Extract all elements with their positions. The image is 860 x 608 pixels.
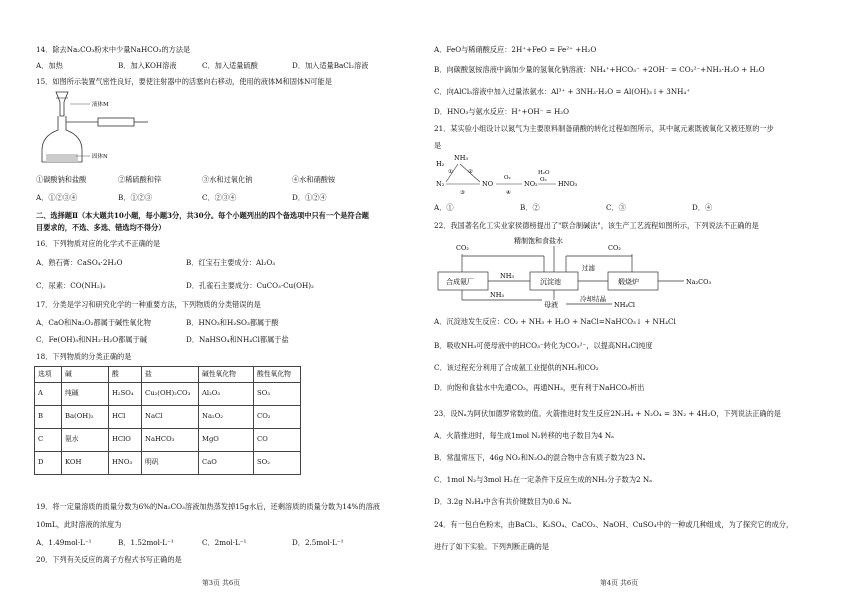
step-3: ③ <box>460 190 465 196</box>
table-cell: H₂SO₄ <box>109 383 142 406</box>
table-cell: CO₂ <box>254 406 301 429</box>
table-cell: NaCl <box>142 406 199 429</box>
q21-option-d: D．④ <box>692 203 713 212</box>
table-cell: 纯碱 <box>62 383 109 406</box>
page-number-left: 第3页 共6页 <box>202 579 240 587</box>
solid-n <box>46 154 78 162</box>
q15-option-a: A．①②③④ <box>36 193 78 202</box>
node-no: NO <box>482 180 494 188</box>
table-cell: SO₂ <box>254 452 301 475</box>
table-cell: MgO <box>199 429 254 452</box>
q18-stem: 18．下列物质的分类正确的是 <box>36 352 132 361</box>
q17-option-a: A．CaO和Na₂O₂都属于碱性氧化物 <box>36 318 151 327</box>
right-page <box>434 0 834 608</box>
table-header-cell: 酸 <box>109 367 142 383</box>
q16-stem: 16．下列物质对应的化学式不正确的是 <box>36 239 161 248</box>
q24-stem-line2: 进行了如下实验。下列判断正确的是 <box>434 542 550 551</box>
q21-option-c: C．③ <box>606 203 626 212</box>
q23-option-b: B．常温常压下，46g NO₂和N₂O₄的混合物中含有质子数为23 Nₐ <box>434 453 646 462</box>
q16-option-d: D．孔雀石主要成分：CuCO₃·Cu(OH)₂ <box>186 281 314 290</box>
reagent-o2: O₂ <box>504 175 511 181</box>
table-cell: HCl <box>109 406 142 429</box>
q22-option-b: B．吸收NH₃可使母液中的HCO₃⁻转化为CO₃²⁻，以提高NH₄Cl纯度 <box>434 341 653 350</box>
table-cell: KOH <box>62 452 109 475</box>
dropping-funnel <box>56 92 68 116</box>
q14-option-d: D．加入适量BaCl₂溶液 <box>292 61 369 70</box>
q15-option-d: D．①②④ <box>292 193 327 202</box>
q22-option-d: D．向饱和食盐水中先通CO₂，再通NH₃，更有利于NaHCO₃析出 <box>434 383 645 392</box>
flow-nh3-bottom: NH₃ <box>490 291 504 299</box>
table-cell: SO₃ <box>254 383 301 406</box>
q22-option-c: C．该过程充分利用了合成氨工业提供的NH₃和CO₂ <box>434 363 599 372</box>
q22-stem: 22．我国著名化工实业家侯德榜提出了"联合制碱法"，该生产工艺流程如图所示，下列说法不正确的是 <box>434 221 759 230</box>
table-header-cell: 选项 <box>35 367 62 383</box>
flow-nh3-mid: NH₃ <box>500 272 514 280</box>
q17-stem: 17．分类是学习和研究化学的一种重要方法，下列物质的分类错误的是 <box>36 300 261 309</box>
q21-stem-line1: 21．某实验小组设计以氮气为主要原料制备硝酸的转化过程如图所示，其中氮元素既被氧化又被还原的一步 <box>434 124 774 133</box>
flow-cool-crystallize: 冷却结晶 <box>580 295 606 303</box>
q22-option-a: A．沉淀池发生反应：CO₂ + NH₃ + H₂O + NaCl=NaHCO₃↓ + NH₄Cl <box>434 317 676 326</box>
q21-conversion-diagram <box>434 154 584 196</box>
q23-option-a: A．火箭推进时，每生成1mol N₂转移的电子数目为4 Nₐ <box>434 431 614 440</box>
q20-option-d: D．HNO₃与氨水反应：H⁺+OH⁻ = H₂O <box>434 107 570 116</box>
q18-classification-table <box>34 366 301 475</box>
q17-option-c: C．Fe(OH)₃和NH₃·H₂O都属于碱 <box>36 335 147 344</box>
q20-option-b: B．向碳酸氢铵溶液中滴加少量的氢氧化钠溶液：NH₄⁺+HCO₃⁻ +2OH⁻ = CO₃²⁻+NH₃·H₂O + H₂O <box>434 65 765 74</box>
table-row <box>35 429 301 452</box>
left-page <box>30 0 430 608</box>
q14-option-c: C．加入适量硫酸 <box>202 61 258 70</box>
table-cell: CaO <box>199 452 254 475</box>
q20-option-a: A．FeO与稀硝酸反应：2H⁺+FeO = Fe²⁺ +H₂O <box>434 45 597 54</box>
label-solid-n: 固体N <box>92 154 108 160</box>
flow-box3: 煅烧炉 <box>618 278 639 286</box>
flow-mother-liquor: 母液 <box>544 301 558 309</box>
q16-option-c: C．尿素：CO(NH₂)₂ <box>36 281 106 290</box>
q23-option-d: D．3.2g N₂H₄中含有共价键数目为0.6 Nₐ <box>434 497 572 506</box>
q15-choice-4: ④水和硝酸铵 <box>292 175 336 184</box>
node-h2: H₂ <box>436 160 445 168</box>
step-1: ① <box>448 169 453 175</box>
reagent-o2-second: O₂ <box>540 177 547 183</box>
section2-title-line2: 目要求的，不选、多选、错选均不得分） <box>36 223 166 232</box>
reagent-h2o: H₂O <box>538 170 550 176</box>
section2-title-line1: 二、选择题Ⅱ（本大题共10小题，每小题3分，共30分。每个小题列出的四个备选项中只有一个是符合题 <box>36 211 369 220</box>
table-cell: B <box>35 406 62 429</box>
q19-option-d: D．2.5mol·L⁻¹ <box>292 538 344 547</box>
flow-co2-left: CO₂ <box>456 244 469 252</box>
label-liquid-m: 液体M <box>92 102 109 108</box>
q19-option-c: C．2mol·L⁻¹ <box>202 538 247 547</box>
table-cell: A <box>35 383 62 406</box>
table-cell: D <box>35 452 62 475</box>
q21-option-a: A．① <box>434 203 454 212</box>
q14-stem: 14．除去Na₂CO₃粉末中少量NaHCO₃的方法是 <box>36 45 191 54</box>
table-cell: 明矾 <box>142 452 199 475</box>
table-cell: Ba(OH)₂ <box>62 406 109 429</box>
q15-option-c: C．②③④ <box>202 193 237 202</box>
flow-nh4cl: NH₄Cl <box>614 301 636 309</box>
node-nh3: NH₃ <box>454 154 468 162</box>
table-cell: Al₂O₃ <box>199 383 254 406</box>
table-cell: Na₂O₂ <box>199 406 254 429</box>
table-cell: C <box>35 429 62 452</box>
q19-stem-line1: 19．将一定量溶质的质量分数为6%的Na₂CO₃溶液加热蒸发掉15g水后，还剩溶质的质量分数为14%的溶液 <box>36 502 380 511</box>
table-header-row <box>35 367 301 383</box>
q21-option-b: B．② <box>520 203 540 212</box>
q20-option-c: C．向AlCl₃溶液中加入过量浓氨水：Al³⁺ + 3NH₃·H₂O = Al(OH)₃↓+ 3NH₄⁺ <box>434 87 691 96</box>
q19-stem-line2: 10mL，此时溶液的浓度为 <box>36 520 122 529</box>
table-header-cell: 酸性氧化物 <box>254 367 301 383</box>
table-cell: Cu₂(OH)₂CO₃ <box>142 383 199 406</box>
syringe <box>98 118 134 126</box>
page-number-right: 第4页 共6页 <box>600 579 638 587</box>
flow-co2-right: CO₂ <box>608 244 621 252</box>
step-4: ④ <box>506 190 511 196</box>
q15-apparatus-diagram <box>36 90 156 168</box>
table-cell: CO <box>254 429 301 452</box>
q16-option-a: A．熟石膏：CaSO₄·2H₂O <box>36 258 123 267</box>
q19-option-a: A．1.49mol·L⁻¹ <box>36 538 92 547</box>
node-no2: NO₂ <box>524 180 538 188</box>
table-cell: HClO <box>109 429 142 452</box>
table-header-cell: 盐 <box>142 367 199 383</box>
q23-option-c: C．1mol N₂与3mol H₂在一定条件下反应生成的NH₃分子数为2 Nₐ <box>434 475 652 484</box>
q14-option-a: A．加热 <box>36 61 63 70</box>
table-header-cell: 碱性氧化物 <box>199 367 254 383</box>
q23-stem: 23．设Nₐ为阿伏加德罗常数的值。火箭推进时发生反应2N₂H₄ + N₂O₄ = 3N₂ + 4H₂O，下列说法正确的是 <box>434 409 781 418</box>
q14-option-b: B．加入KOH溶液 <box>118 61 177 70</box>
q15-choice-2: ②稀硫酸和锌 <box>118 175 162 184</box>
table-cell: HNO₃ <box>109 452 142 475</box>
table-row <box>35 452 301 475</box>
node-hno3: HNO₃ <box>558 180 578 188</box>
q24-stem-line1: 24．有一包白色粉末，由BaCl₂、K₂SO₄、CaCO₃、NaOH、CuSO₄中的一种或几种组成，为了探究它的成分， <box>434 520 794 529</box>
flow-product: Na₂CO₃ <box>686 278 712 286</box>
q17-option-b: B．HNO₃和H₂SO₃都属于酸 <box>186 318 279 327</box>
q15-stem: 15．如图所示装置气密性良好，要使注射器中的活塞向右移动，使用的液体M和固体N可能是 <box>36 77 332 86</box>
flow-box1: 合成氨厂 <box>446 278 474 286</box>
q15-choice-3: ③水和过氧化钠 <box>202 175 253 184</box>
q15-option-b: B．①②③ <box>118 193 153 202</box>
table-cell: NaHCO₃ <box>142 429 199 452</box>
table-row <box>35 406 301 429</box>
q20-stem: 20．下列有关反应的离子方程式书写正确的是 <box>36 555 182 564</box>
flow-box2: 沉淀池 <box>540 278 561 286</box>
flow-top-label: 精制饱和食盐水 <box>514 237 563 245</box>
table-cell: 氨水 <box>62 429 109 452</box>
table-header-cell: 碱 <box>62 367 109 383</box>
node-n2: N₂ <box>436 180 445 188</box>
q17-option-d: D．NaHSO₄和NH₄Cl都属于盐 <box>186 335 289 344</box>
q21-stem-line2: 是 <box>434 141 442 150</box>
q19-option-b: B．1.52mol·L⁻¹ <box>118 538 174 547</box>
step-2: ② <box>468 169 473 175</box>
table-row <box>35 383 301 406</box>
q15-choice-1: ①碳酸钠和盐酸 <box>36 175 87 184</box>
q16-option-b: B．红宝石主要成分：Al₂O₃ <box>186 258 276 267</box>
q22-process-flow-diagram <box>434 234 734 310</box>
flow-filter: 过滤 <box>582 264 595 272</box>
